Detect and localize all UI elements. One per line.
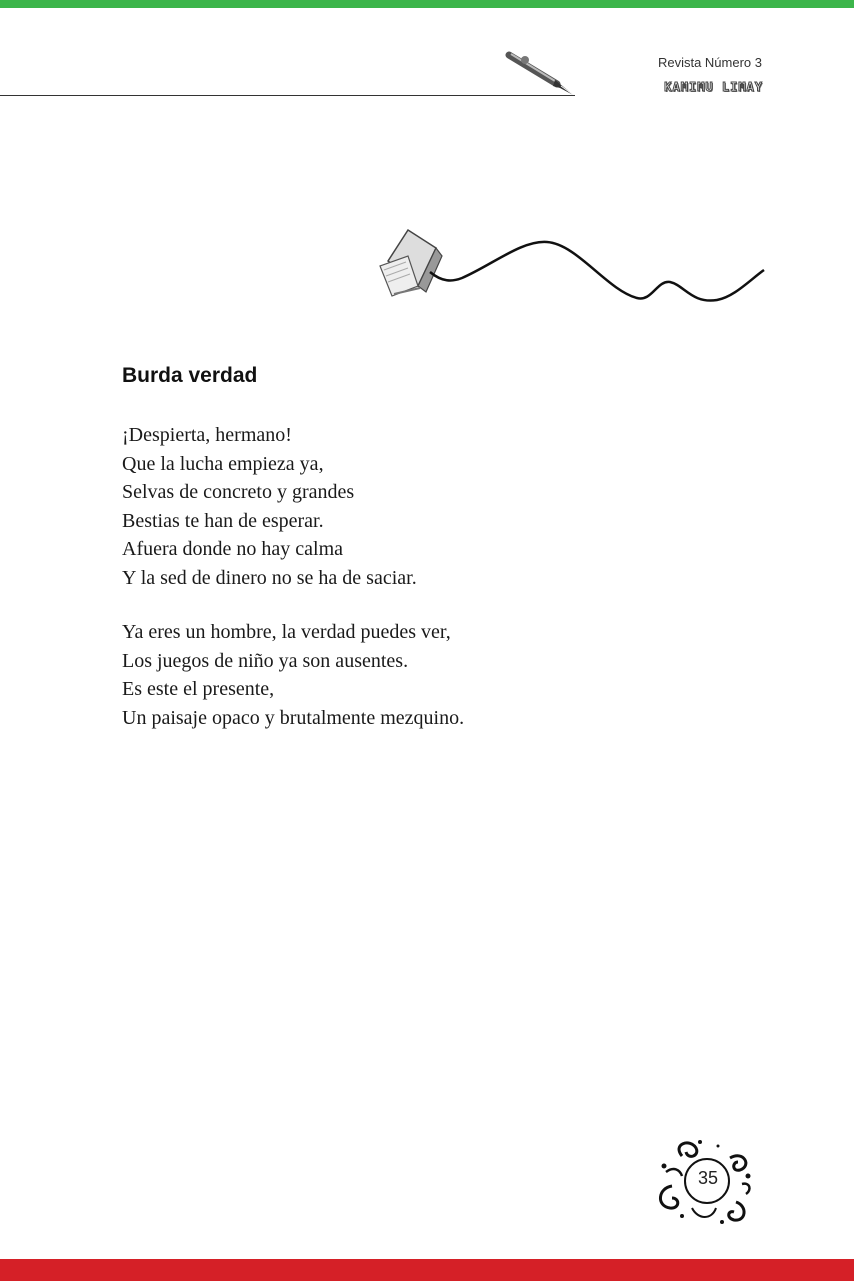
poem-stanza-1	[122, 421, 417, 592]
poem-line: Los juegos de niño ya son ausentes.	[122, 649, 409, 672]
top-color-bar	[0, 0, 854, 8]
poem-line: Que la lucha empieza ya,	[122, 452, 324, 475]
poem-line: Ya eres un hombre, la verdad puedes ver,	[122, 621, 451, 643]
poem-title: Burda verdad	[122, 364, 258, 387]
poem-line: Selvas de concreto y grandes	[122, 481, 355, 503]
poem-line: ¡Despierta, hermano!	[122, 424, 292, 446]
poem-stanza-2	[122, 618, 464, 732]
poem-line: Afuera donde no hay calma	[122, 538, 344, 560]
poem-line: Y la sed de dinero no se ha de saciar.	[122, 566, 417, 589]
open-book-icon	[372, 220, 772, 310]
magazine-brand: KAMIMU LIMAY	[664, 80, 763, 94]
fountain-pen-icon	[505, 50, 580, 100]
poem-line: Es este el presente,	[122, 678, 275, 700]
page-number: 35	[697, 1168, 719, 1188]
magazine-title: Revista Número 3	[657, 55, 762, 70]
poem-line: Bestias te han de esperar.	[122, 509, 324, 532]
poem-line: Un paisaje opaco y brutalmente mezquino.	[122, 706, 465, 729]
bottom-color-bar	[0, 1259, 854, 1281]
header-rule	[0, 95, 575, 96]
